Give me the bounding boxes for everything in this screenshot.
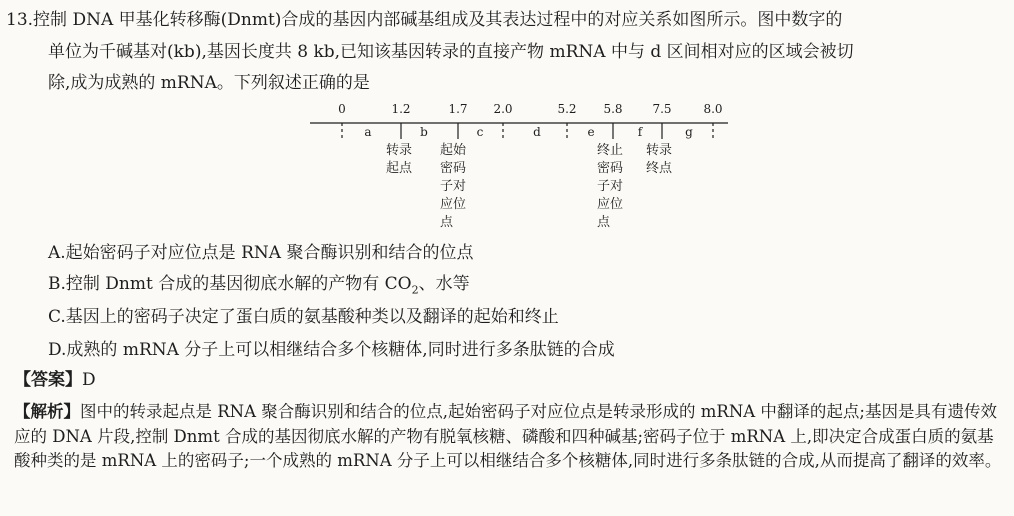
svg-text:密码: 密码 (597, 161, 624, 176)
tick-label-0: 0 (338, 102, 346, 116)
svg-text:点: 点 (597, 215, 611, 230)
svg-text:应位: 应位 (440, 197, 467, 212)
analysis-text: 图中的转录起点是 RNA 聚合酶识别和结合的位点,起始密码子对应位点是转录形成的 mRNA 中翻译的起点;基因是具有遗传效应的 DNA 片段,控制 Dnmt 合成的基因彻底水解的产物有脱氧核糖、磷酸和四种碱基;密码子位于 mRNA 上,即决定合成蛋白质的氨基酸种类的是 mRNA 上的密码子;一个成熟的 mRNA 分子上可以相继结合多个核糖体,同时进行多条肽链的合成,从而提高了翻译的效率。 (14, 402, 1002, 470)
question-stem-line-2: 单位为千碱基对(kb),基因长度共 8 kb,已知该基因转录的直接产物 mRNA 中与 d 区间相对应的区域会被切 (48, 42, 854, 62)
transcription-start-label (386, 143, 413, 176)
question-stem-line-1: 13.控制 DNA 甲基化转移酶(Dnmt)合成的基因内部碱基组成及其表达过程中的对应关系如图所示。图中数字的 (6, 10, 843, 30)
segment-b: b (420, 125, 428, 139)
question-stem-line-3: 除,成为成熟的 mRNA。下列叙述正确的是 (48, 73, 370, 93)
analysis-paragraph (14, 400, 1002, 474)
transcription-end-label (646, 143, 673, 176)
svg-text:应位: 应位 (597, 197, 624, 212)
segment-g: g (685, 125, 693, 139)
option-b (48, 272, 470, 302)
tick-label-5-2: 5.2 (557, 102, 577, 116)
option-d: D.成熟的 mRNA 分子上可以相继结合多个核糖体,同时进行多条肽链的合成 (48, 340, 615, 360)
segment-c: c (476, 125, 484, 139)
answer-line (14, 368, 96, 392)
option-a: A.起始密码子对应位点是 RNA 聚合酶识别和结合的位点 (48, 243, 474, 263)
svg-text:终点: 终点 (646, 161, 673, 176)
segment-a: a (364, 125, 372, 139)
answer-label: 【答案】 (14, 370, 82, 390)
tick-label-1-7: 1.7 (448, 102, 468, 116)
svg-text:子对: 子对 (597, 179, 624, 194)
svg-text:子对: 子对 (440, 179, 467, 194)
svg-text:起始: 起始 (440, 143, 467, 158)
stop-codon-label (597, 143, 623, 230)
svg-text:终止: 终止 (597, 143, 624, 158)
option-b-subscript: 2 (411, 283, 419, 297)
svg-text:点: 点 (440, 215, 454, 230)
svg-text:转录: 转录 (646, 143, 673, 158)
svg-text:转录: 转录 (386, 143, 413, 158)
segment-d: d (533, 125, 541, 139)
start-codon-label (440, 142, 467, 230)
segment-f: f (637, 125, 643, 139)
tick-label-1-2: 1.2 (391, 102, 411, 116)
svg-text:起点: 起点 (386, 161, 413, 176)
tick-label-5-8: 5.8 (603, 102, 623, 116)
analysis-label: 【解析】 (14, 402, 80, 421)
tick-label-7-5: 7.5 (652, 102, 672, 116)
option-b-tail: 、水等 (418, 274, 470, 294)
segment-e: e (587, 125, 595, 139)
option-b-main: B.控制 Dnmt 合成的基因彻底水解的产物有 CO (48, 274, 412, 294)
answer-value: D (82, 370, 96, 390)
option-c: C.基因上的密码子决定了蛋白质的氨基酸种类以及翻译的起始和终止 (48, 307, 559, 327)
tick-label-2-0: 2.0 (493, 102, 513, 116)
tick-label-8-0: 8.0 (703, 102, 723, 116)
svg-text:密码: 密码 (440, 161, 467, 176)
